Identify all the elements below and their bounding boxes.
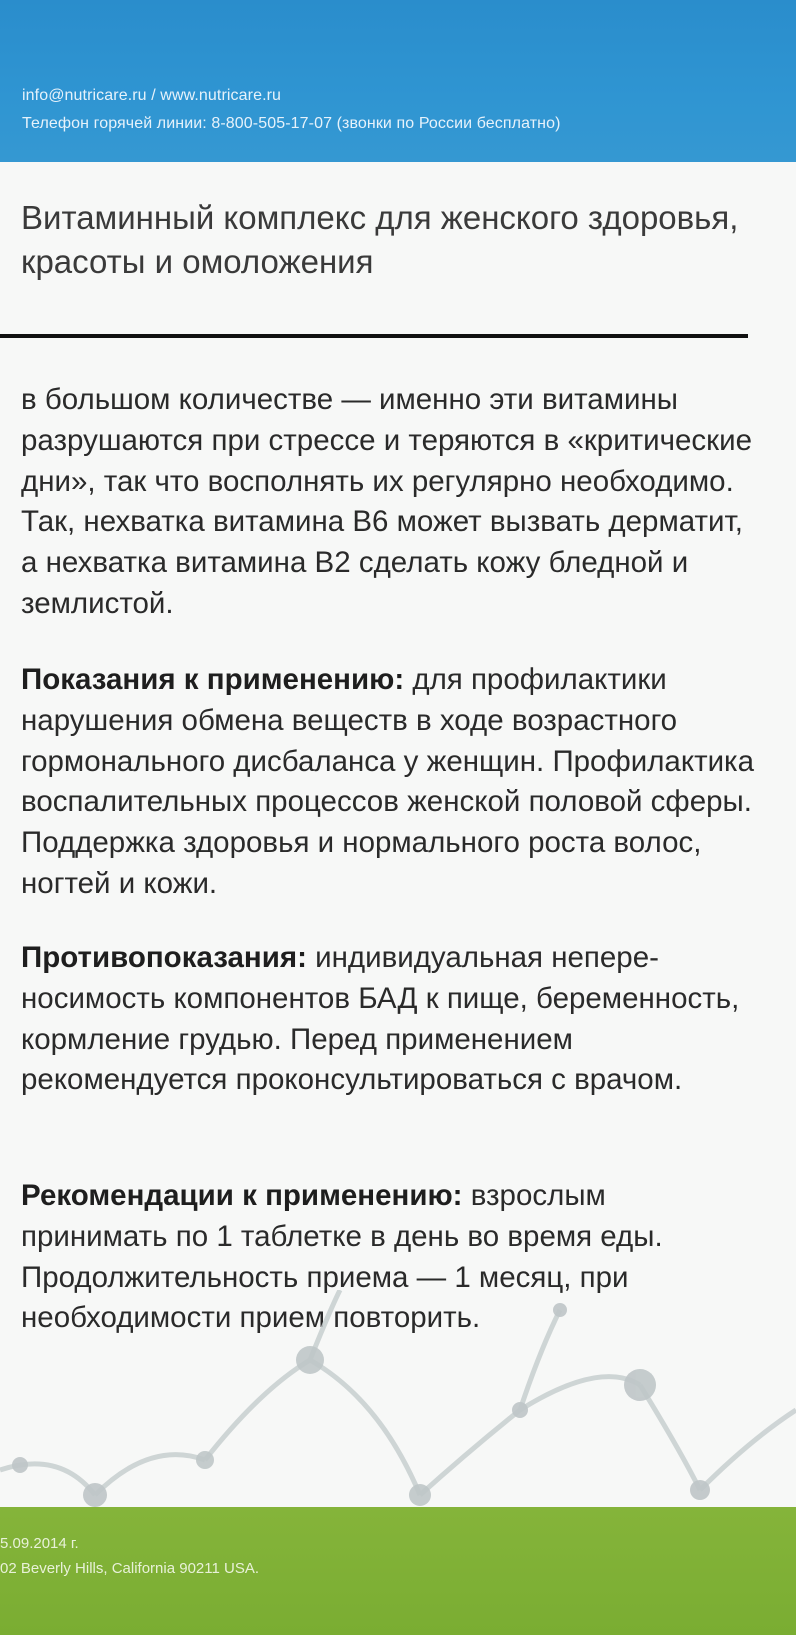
contraindications-label: Противопоказания:	[21, 941, 307, 974]
contraindications-paragraph	[21, 938, 756, 1101]
recommendations-text: взрослым принимать по 1 таблетке в день во время еды. Продолжительность приема — 1 месяц, при необходимости прием повторить.	[21, 1179, 663, 1335]
footer-address: 02 Beverly Hills, California 90211 USA.	[0, 1560, 260, 1577]
contacts-web: info@nutricare.ru / www.nutricare.ru	[22, 87, 282, 104]
hotline-phone: Телефон горячей линии: 8-800-505-17-07 (звонки по России бесплатно)	[22, 115, 561, 132]
indications-label: Показания к применению:	[21, 663, 405, 696]
title-divider	[0, 334, 748, 338]
recommendations-label: Рекомендации к применению:	[21, 1179, 463, 1212]
molecule-decoration	[0, 1290, 796, 1520]
indications-text: для профилактики нарушения обмена веществ в ходе возрастного гормонального дисбаланса у женщин. Профилактика воспалительных процессов женской половой сферы. Поддержка здоровья и нормального роста волос, ногтей и кожи.	[21, 663, 755, 900]
page-title: Витаминный комплекс для женского здоровья, красоты и омоложения	[21, 199, 739, 280]
header-band	[0, 0, 796, 162]
intro-paragraph: в большом количестве — именно эти витамины разрушаются при стрессе и теряются в «критические дни», так что восполнять их регулярно необходимо. Так, нехватка витамина В6 может вызвать дерматит, а нехватка витамина В2 сделать кожу бледной и землистой.	[21, 383, 752, 620]
indications-paragraph	[21, 660, 756, 905]
contraindications-text: индивидуальная непереносимость компонентов БАД к пище, беременность, кормление грудью. Перед применением рекомендуется проконсультироваться с врачом.	[21, 941, 740, 1097]
footer-date: 5.09.2014 г.	[0, 1535, 79, 1552]
